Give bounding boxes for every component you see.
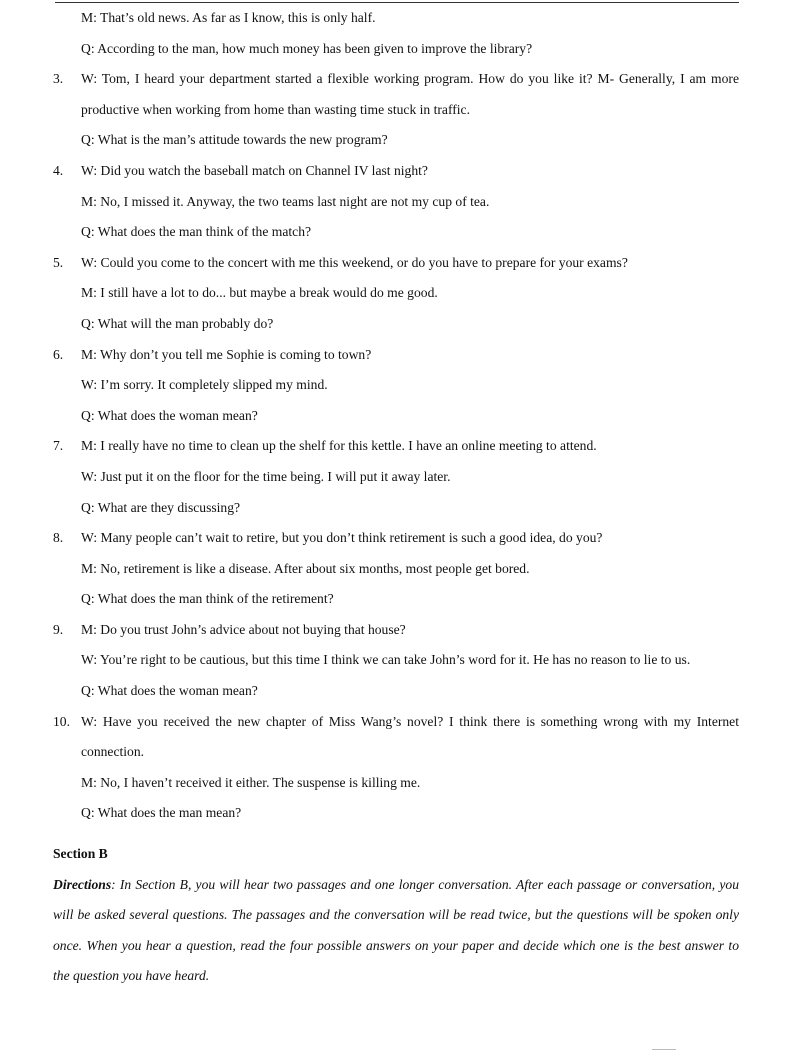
directions-line-content — [53, 875, 739, 895]
section-b-heading — [0, 844, 794, 875]
top-rule — [55, 2, 739, 3]
item-number: 10. — [53, 713, 70, 729]
dialogue-list — [0, 8, 794, 834]
dialogue-line — [0, 100, 794, 131]
item-number: 7. — [53, 438, 64, 454]
directions-text: : In Section B, you will hear two passages and one longer conversation. After each passage or conversation, you — [111, 876, 739, 892]
dialogue-text: W: Have you received the new chapter of Miss Wang’s novel? I think there is something wrong with my Internet — [81, 713, 739, 729]
item-number: 6. — [53, 346, 64, 362]
section-gap — [0, 834, 794, 844]
dialogue-text: M: I still have a lot to do... but maybe a break would do me good. — [81, 285, 438, 301]
dialogue-text: Q: What does the man think of the retirement? — [81, 591, 334, 607]
dialogue-line — [0, 8, 794, 39]
dialogue-line — [0, 192, 794, 223]
dialogue-line — [0, 742, 794, 773]
item-number: 8. — [53, 530, 64, 546]
item-number: 4. — [53, 162, 64, 178]
dialogue-text: M: That’s old news. As far as I know, this is only half. — [81, 10, 376, 25]
dialogue-text: connection. — [81, 744, 145, 760]
directions-line-content — [53, 936, 739, 956]
dialogue-line — [0, 222, 794, 253]
dialogue-line — [0, 559, 794, 590]
directions-label: Directions — [53, 876, 112, 892]
directions-line-content — [53, 966, 209, 986]
dialogue-text: M: No, I haven’t received it either. The suspense is killing me. — [81, 774, 421, 790]
dialogue-text: Q: What does the woman mean? — [81, 683, 258, 699]
dialogue-text: W: Many people can’t wait to retire, but you don’t think retirement is such a good idea, do you? — [81, 530, 603, 546]
page-content — [0, 8, 794, 997]
dialogue-text: W: Could you come to the concert with me this weekend, or do you have to prepare for your exams? — [81, 254, 628, 270]
directions-text: will be asked several questions. The passages and the conversation will be read twice, but the questions will be spoken only — [53, 907, 739, 923]
dialogue-text: W: Tom, I heard your department started a flexible working program. How do you like it? M- Generally, I am more — [81, 71, 739, 87]
dialogue-line — [0, 803, 794, 834]
directions-line-content — [53, 905, 739, 925]
dialogue-line — [0, 773, 794, 804]
item-number: 5. — [53, 254, 64, 270]
dialogue-text: M: No, I missed it. Anyway, the two teams last night are not my cup of tea. — [81, 193, 490, 209]
dialogue-line — [0, 620, 794, 651]
dialogue-line — [0, 589, 794, 620]
directions-text: the question you have heard. — [53, 968, 210, 984]
dialogue-text: Q: What is the man’s attitude towards the new program? — [81, 132, 388, 148]
dialogue-text: Q: What will the man probably do? — [81, 315, 274, 331]
dialogue-line — [0, 528, 794, 559]
dialogue-line — [0, 314, 794, 345]
dialogue-text: W: You’re right to be cautious, but this time I think we can take John’s word for it. He has no reason to lie to us. — [81, 652, 691, 668]
directions-line — [0, 875, 794, 906]
dialogue-line — [0, 436, 794, 467]
dialogue-line — [0, 130, 794, 161]
directions-line — [0, 966, 794, 997]
directions-text: once. When you hear a question, read the four possible answers on your paper and decide which one is the best answer to — [53, 937, 739, 953]
dialogue-text: Q: According to the man, how much money has been given to improve the library? — [81, 40, 533, 56]
dialogue-line — [0, 345, 794, 376]
dialogue-line — [0, 467, 794, 498]
dialogue-text: M: No, retirement is like a disease. After about six months, most people get bored. — [81, 560, 530, 576]
dialogue-line — [0, 650, 794, 681]
dialogue-text: W: Did you watch the baseball match on Channel IV last night? — [81, 162, 428, 178]
dialogue-line — [0, 681, 794, 712]
dialogue-text: M: Why don’t you tell me Sophie is coming to town? — [81, 346, 372, 362]
dialogue-text: Q: What does the man mean? — [81, 805, 242, 821]
directions-line — [0, 905, 794, 936]
dialogue-line — [0, 253, 794, 284]
footer-mark — [652, 1049, 676, 1050]
dialogue-line — [0, 498, 794, 529]
item-number: 9. — [53, 621, 64, 637]
section-b-directions — [0, 875, 794, 997]
dialogue-line — [0, 712, 794, 743]
dialogue-text: M: I really have no time to clean up the shelf for this kettle. I have an online meeting to attend. — [81, 438, 597, 454]
dialogue-line — [0, 406, 794, 437]
directions-line — [0, 936, 794, 967]
dialogue-text: productive when working from home than wasting time stuck in traffic. — [81, 101, 470, 117]
dialogue-text: W: Just put it on the floor for the time being. I will put it away later. — [81, 468, 451, 484]
dialogue-text: M: Do you trust John’s advice about not buying that house? — [81, 621, 406, 637]
section-b-title: Section B — [53, 846, 108, 862]
item-number: 3. — [53, 71, 64, 87]
dialogue-line — [0, 69, 794, 100]
dialogue-text: Q: What does the woman mean? — [81, 407, 258, 423]
dialogue-text: Q: What are they discussing? — [81, 499, 241, 515]
dialogue-line — [0, 39, 794, 70]
dialogue-text: W: I’m sorry. It completely slipped my mind. — [81, 377, 328, 393]
dialogue-text: Q: What does the man think of the match? — [81, 224, 312, 240]
dialogue-line — [0, 375, 794, 406]
dialogue-line — [0, 283, 794, 314]
dialogue-line — [0, 161, 794, 192]
